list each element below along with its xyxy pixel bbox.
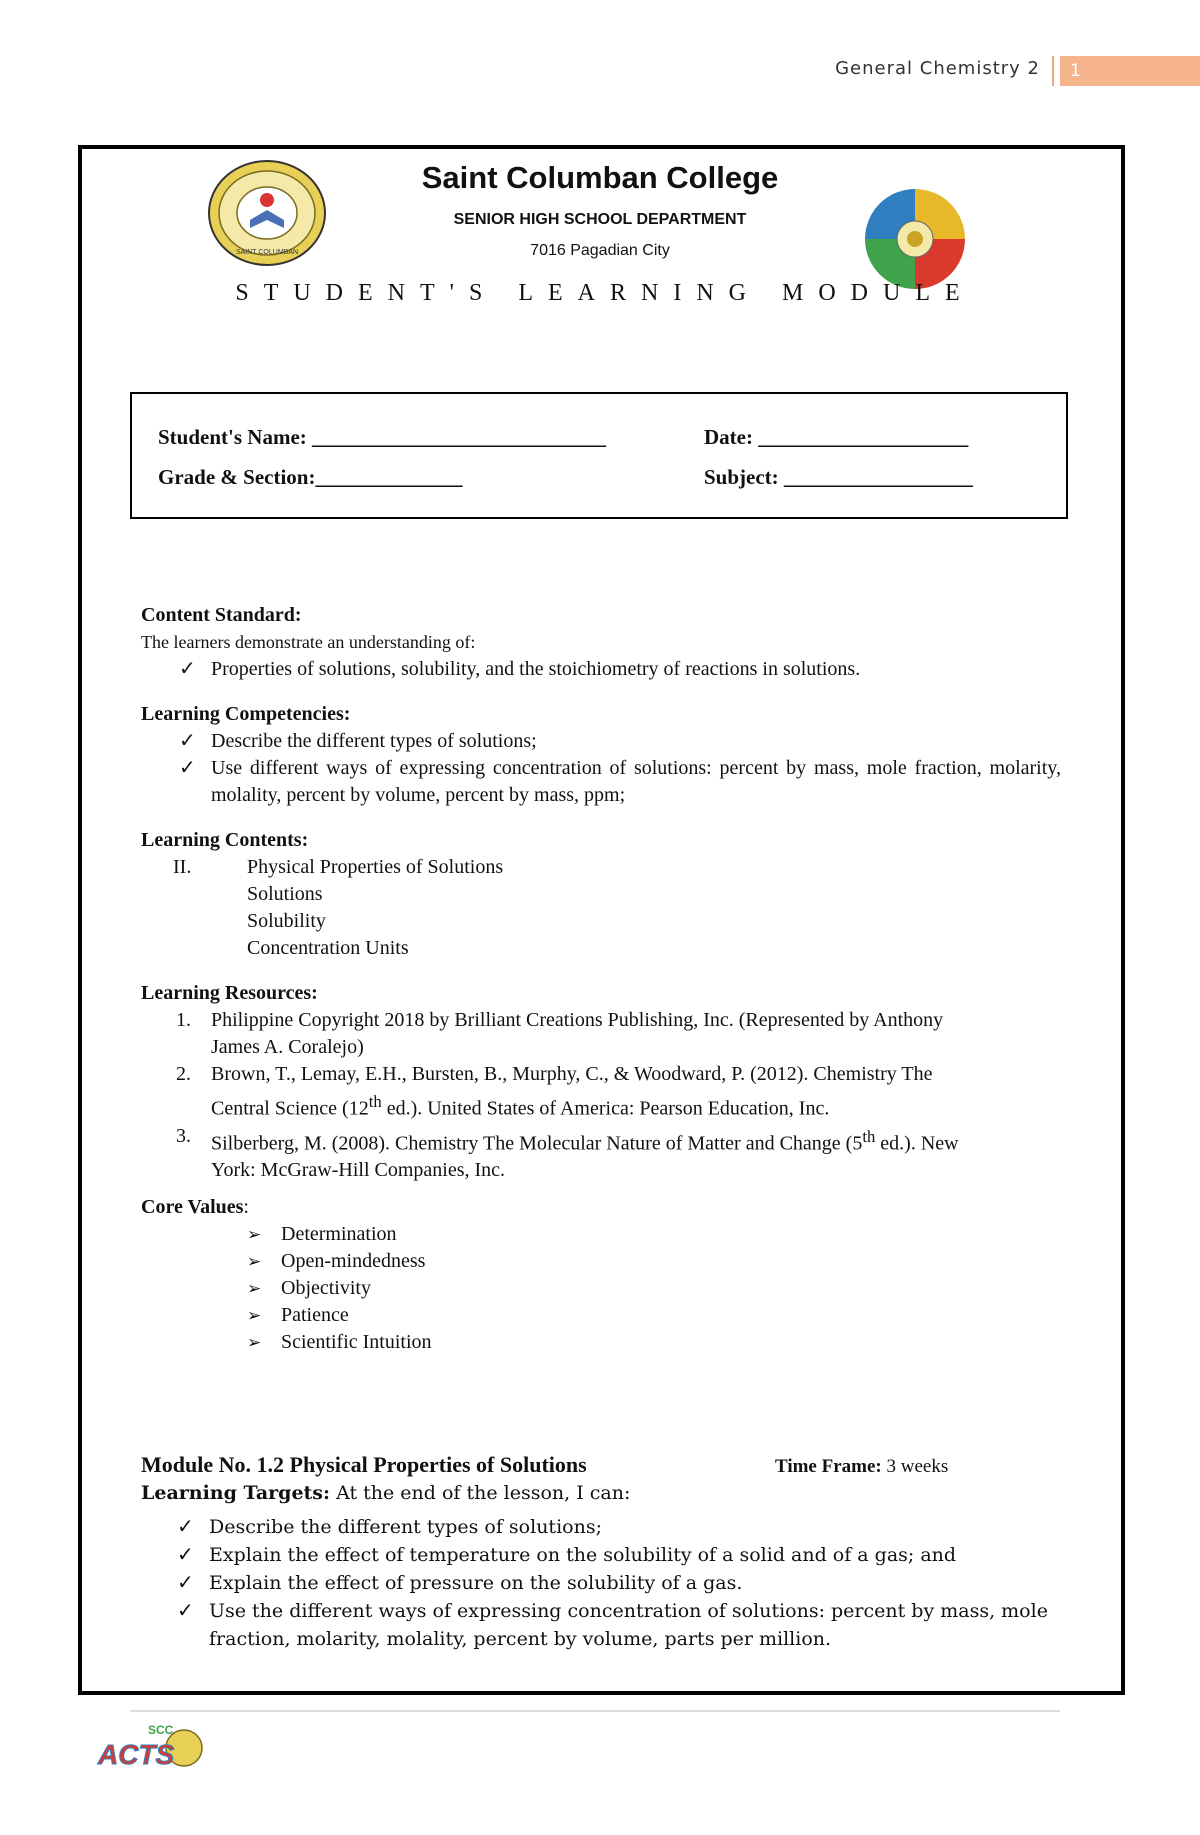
student-name-field[interactable]: Student's Name: ____________________________ <box>158 425 607 449</box>
checkmark-icon: ✓ <box>177 1516 194 1538</box>
competency-item: ✓ Use different ways of expressing concentration of solutions: percent by mass, mole fraction, molarity, molality, percent by volume, percent by mass, ppm; <box>179 755 1061 809</box>
resource-item: 2. Brown, T., Lemay, E.H., Bursten, B., Murphy, C., & Woodward, P. (2012). Chemistry The Central Science (12th ed.). United States of America: Pearson Education, Inc. <box>176 1063 933 1120</box>
module-content <box>141 602 1061 1356</box>
running-header-subject: General Chemistry 2 <box>835 58 1040 79</box>
checkmark-icon: ✓ <box>177 1600 194 1622</box>
contents-sub: Concentration Units <box>247 937 409 959</box>
core-value-item: ➢ Objectivity <box>247 1275 1061 1302</box>
target-item: ✓ Use the different ways of expressing concentration of solutions: percent by mass, mole fraction, molarity, molality, percent by volume, parts per million. <box>177 1597 1071 1653</box>
subject-field[interactable]: Subject: __________________ <box>704 465 973 489</box>
competencies-title: Learning Competencies: <box>141 703 351 725</box>
arrow-bullet-icon: ➢ <box>247 1333 262 1353</box>
core-value-item: ➢ Open-mindedness <box>247 1248 1061 1275</box>
time-frame: Time Frame: 3 weeks <box>775 1456 949 1477</box>
footer-divider <box>130 1710 1060 1712</box>
seal-text: SAINT COLUMBAN <box>235 249 299 256</box>
checkmark-icon: ✓ <box>179 658 196 680</box>
checkmark-icon: ✓ <box>179 757 196 779</box>
school-address: 7016 Pagadian City <box>530 242 670 259</box>
content-standard-title: Content Standard: <box>141 604 302 626</box>
content-standard-item: ✓ Properties of solutions, solubility, and the stoichiometry of reactions in solutions. <box>179 656 1061 683</box>
arrow-bullet-icon: ➢ <box>247 1225 262 1245</box>
contents-title: Learning Contents: <box>141 829 309 851</box>
core-value-item: ➢ Patience <box>247 1302 1061 1329</box>
competency-item: ✓ Describe the different types of solutions; <box>179 728 1061 755</box>
target-item: ✓ Explain the effect of temperature on the solubility of a solid and of a gas; and <box>177 1541 1071 1569</box>
arrow-bullet-icon: ➢ <box>247 1279 262 1299</box>
targets-heading: Learning Targets: At the end of the lesson, I can: <box>141 1482 631 1504</box>
checkmark-icon: ✓ <box>179 730 196 752</box>
department-name: SENIOR HIGH SCHOOL DEPARTMENT <box>453 211 747 228</box>
grade-section-field[interactable]: Grade & Section:______________ <box>158 465 463 489</box>
date-field[interactable]: Date: ____________________ <box>704 425 969 449</box>
learning-targets <box>141 1479 1071 1653</box>
content-standard-intro: The learners demonstrate an understanding of: <box>141 632 476 652</box>
header-divider <box>1052 56 1054 86</box>
svg-text:SCC: SCC <box>148 1723 174 1737</box>
contents-sub: Solubility <box>247 910 326 932</box>
resource-item: 1. Philippine Copyright 2018 by Brilliant Creations Publishing, Inc. (Represented by Anthony James A. Coralejo) <box>176 1009 944 1058</box>
arrow-bullet-icon: ➢ <box>247 1252 262 1272</box>
checkmark-icon: ✓ <box>177 1572 194 1594</box>
arrow-bullet-icon: ➢ <box>247 1306 262 1326</box>
target-item: ✓ Describe the different types of solutions; <box>177 1513 1071 1541</box>
department-logo-icon <box>862 186 968 292</box>
module-heading: STUDENT'S LEARNING MODULE <box>235 280 975 306</box>
contents-main: II. Physical Properties of Solutions <box>173 856 504 878</box>
target-item: ✓ Explain the effect of pressure on the solubility of a gas. <box>177 1569 1071 1597</box>
contents-sub: Solutions <box>247 883 323 905</box>
scc-acts-logo-icon <box>88 1718 208 1778</box>
svg-text:ACTS: ACTS <box>98 1739 175 1770</box>
checkmark-icon: ✓ <box>177 1544 194 1566</box>
resources-title: Learning Resources: <box>141 982 318 1004</box>
student-info-box <box>130 392 1068 519</box>
core-values-title: Core Values: <box>141 1196 249 1219</box>
resource-item: 3. Silberberg, M. (2008). Chemistry The Molecular Nature of Matter and Change (5th ed.). New York: McGraw-Hill Companies, Inc. <box>176 1124 959 1182</box>
page-number: 1 <box>1060 56 1200 86</box>
core-value-item: ➢ Scientific Intuition <box>247 1329 1061 1356</box>
core-value-item: ➢ Determination <box>247 1221 1061 1248</box>
module-title: Module No. 1.2 Physical Properties of Solutions <box>141 1452 587 1477</box>
college-name: Saint Columban College <box>421 160 779 195</box>
